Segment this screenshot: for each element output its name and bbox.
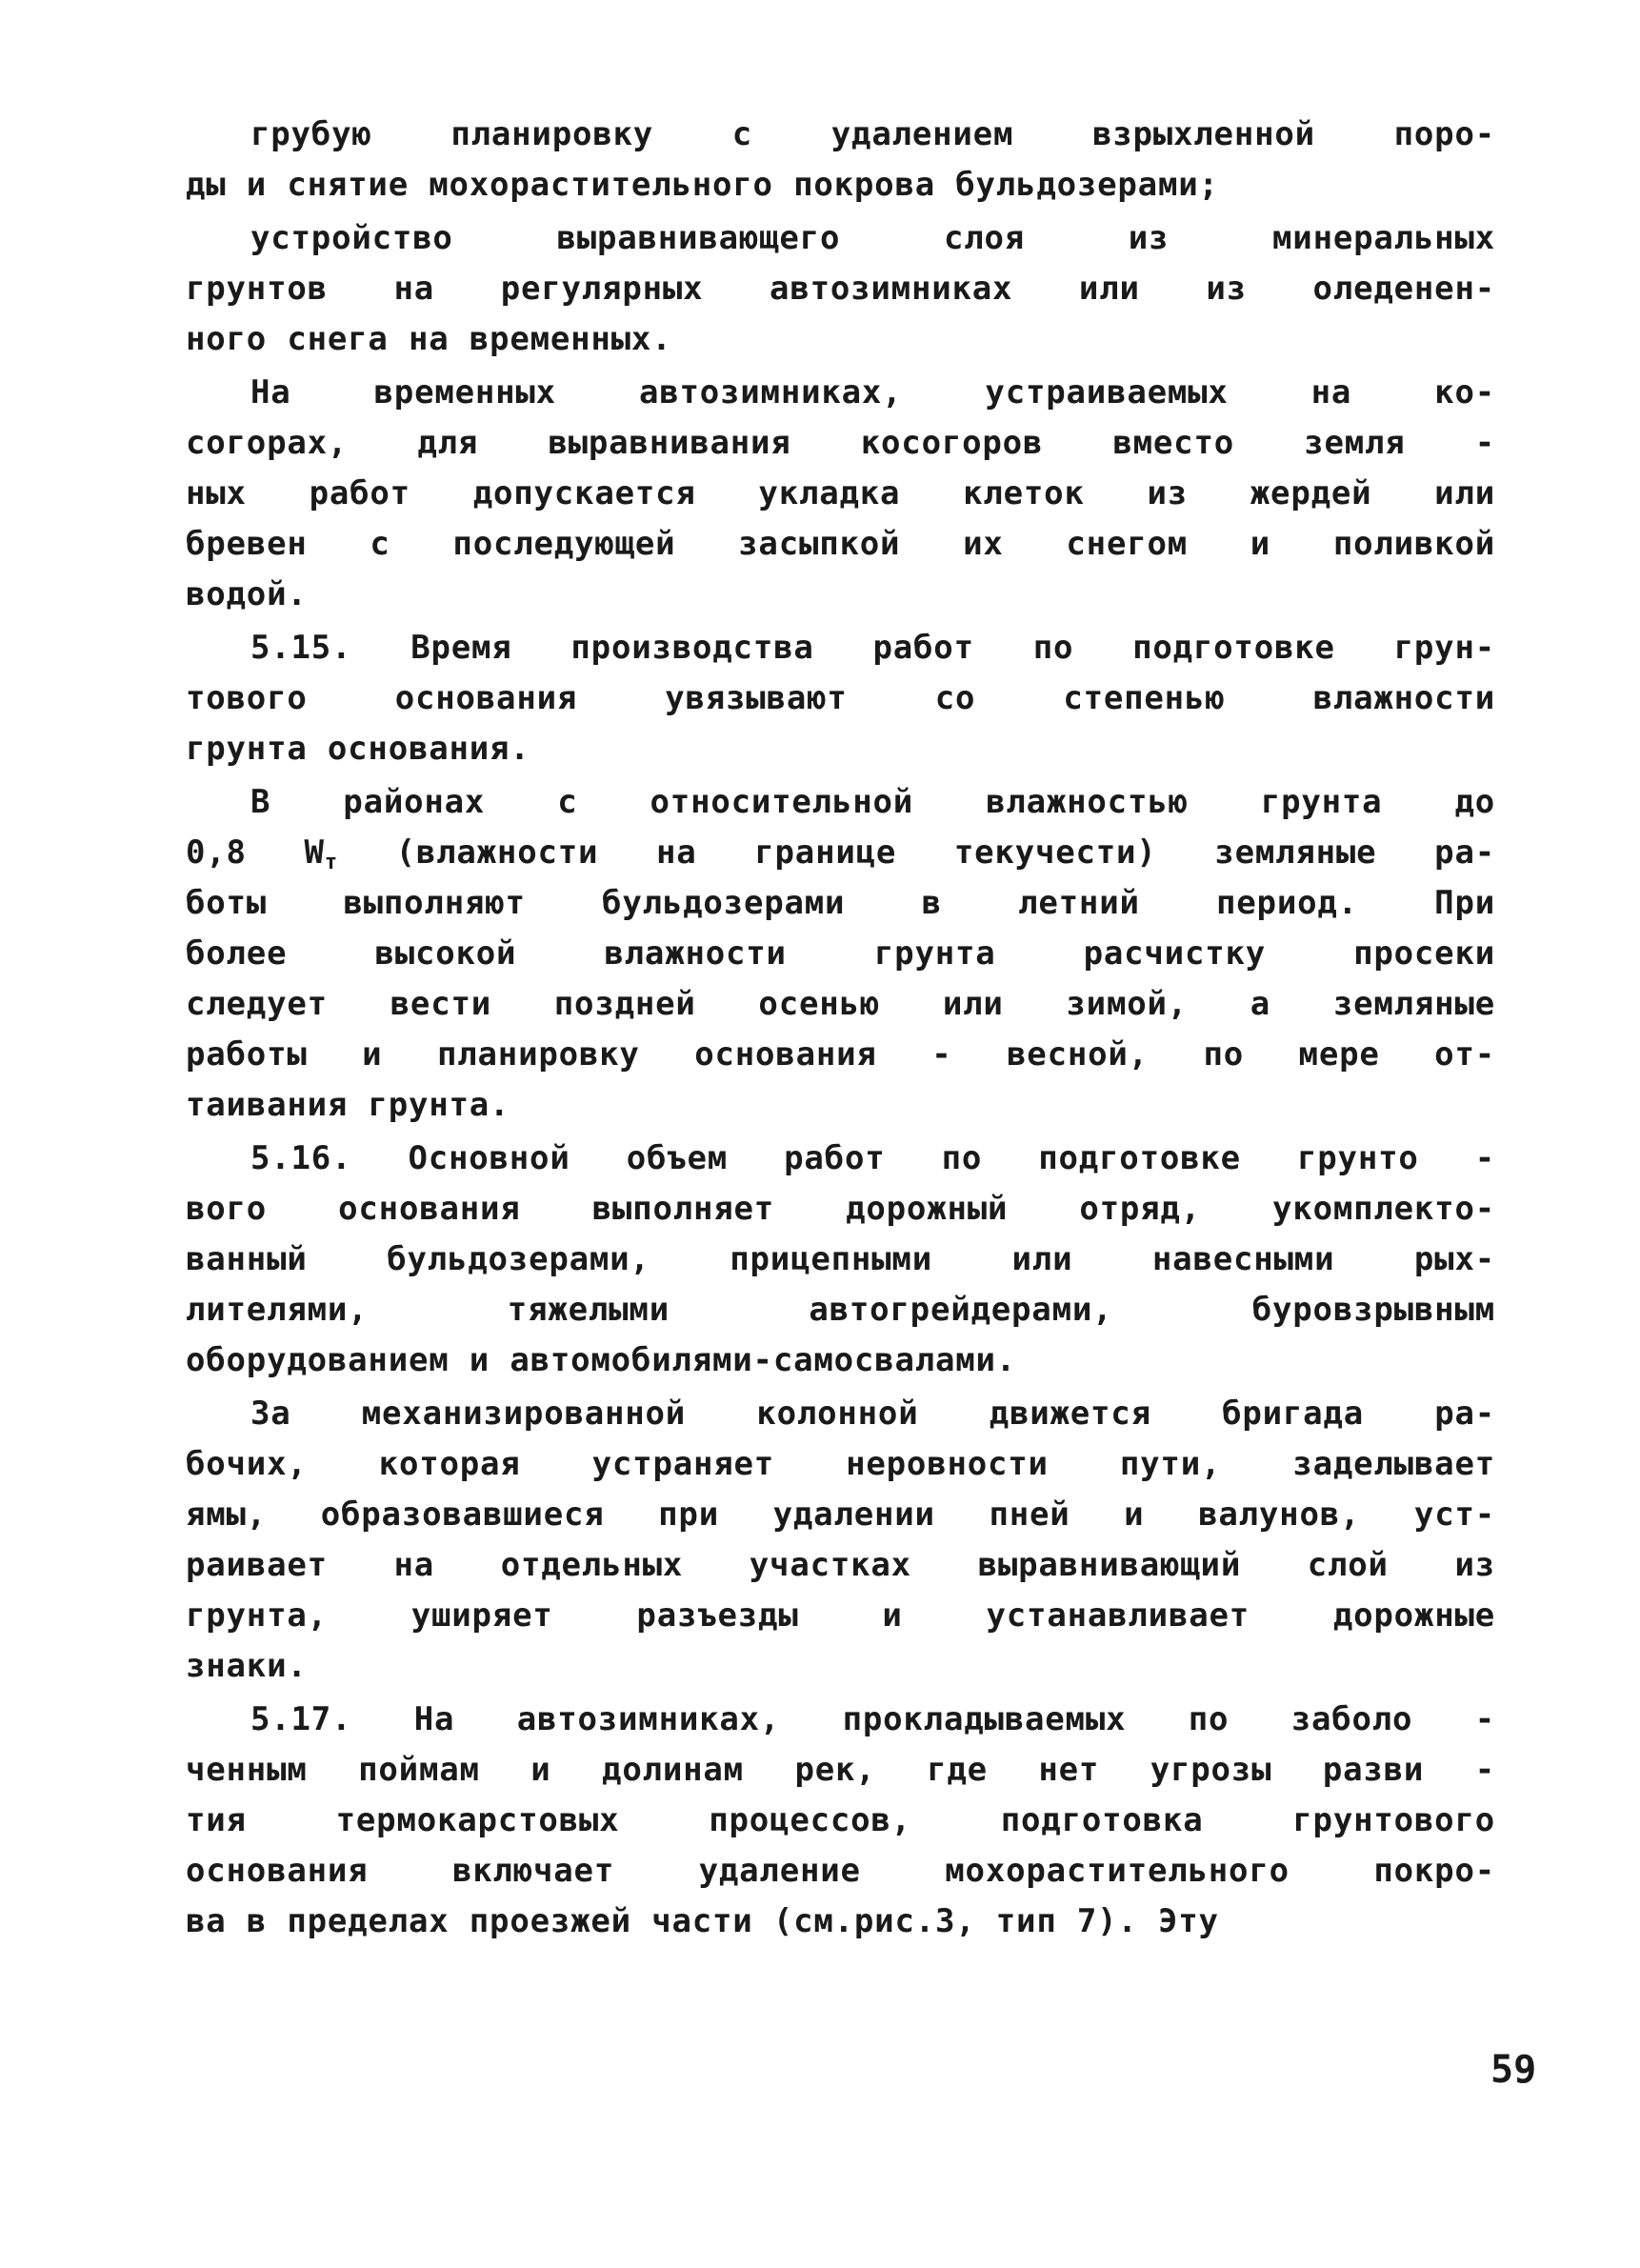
text-line: ных работ допускается укладка клеток из жердей или [186,474,1495,512]
paragraph [186,777,1495,1131]
text-line: раивает на отдельных участках выравнивающий слой из [186,1546,1495,1584]
text-line: более высокой влажности грунта расчистку просеки [186,934,1495,973]
text-line: водой. [186,575,308,613]
body-text [186,110,1495,1950]
paragraph [186,623,1495,774]
text-line: В районах с относительной влажностью грунта до [250,783,1495,821]
text-line: боты выполняют бульдозерами в летний период. При [186,884,1495,922]
paragraph [186,368,1495,620]
text-line: тия термокарстовых процессов, подготовка грунтового [186,1801,1495,1839]
text-line: таивания грунта. [186,1086,510,1124]
paragraph [186,213,1495,365]
text-line: 5.17. На автозимниках, прокладываемых по заболо - [250,1700,1495,1738]
paragraph [186,1389,1495,1692]
paragraph [186,1134,1495,1386]
text-line: бревен с последующей засыпкой их снегом и поливкой [186,525,1495,563]
text-line: бочих, которая устраняет неровности пути, заделывает [186,1445,1495,1483]
text-line: устройство выравнивающего слоя из минеральных [250,219,1495,257]
text-line: лителями, тяжелыми автогрейдерами, буровзрывным [186,1291,1495,1329]
text-line: ченным поймам и долинам рек, где нет угрозы разви - [186,1751,1495,1789]
formula-w-t: 0,8 $W_т$ [186,833,338,874]
text-line: согорах, для выравнивания косогоров вместо земля - [186,424,1495,462]
text-line: 5.16. Основной объем работ по подготовке грунто - [250,1139,1495,1177]
text-line: ямы, образовавшиеся при удалении пней и валунов, уст- [186,1495,1495,1534]
text-line: грунта основания. [186,730,530,768]
text-line: ного снега на временных. [186,320,672,358]
paragraph [186,110,1495,211]
text-line: следует вести поздней осенью или зимой, а земляные [186,985,1495,1023]
text-line: 5.15. Время производства работ по подготовке грун- [250,629,1495,667]
paragraph [186,1695,1495,1947]
text-line: работы и планировку основания - весной, по мере от- [186,1035,1495,1074]
text-line: основания включает удаление мохорастительного покро- [186,1852,1495,1890]
text-line: На временных автозимниках, устраиваемых на ко- [250,373,1495,411]
text-line: грунта, уширяет разъезды и устанавливает дорожные [186,1596,1495,1635]
text-line: За механизированной колонной движется бригада ра- [250,1395,1495,1433]
text-line: ва в пределах проезжей части (см.рис.3, тип 7). Эту [186,1902,1219,1940]
text-line: ды и снятие мохорастительного покрова бульдозерами; [186,166,1219,204]
text-line: ванный бульдозерами, прицепными или навесными рых- [186,1240,1495,1278]
text-line: 0,8 $W_т$ (влажности на границе текучести) земляные ра- [186,833,1495,874]
page-number: 59 [1490,2048,1537,2092]
text-line: вого основания выполняет дорожный отряд, укомплекто- [186,1190,1495,1228]
text-line: грунтов на регулярных автозимниках или из оледенен- [186,270,1495,308]
text-line: оборудованием и автомобилями-самосвалами. [186,1341,1017,1379]
text-line: тового основания увязывают со степенью влажности [186,679,1495,717]
text-line: грубую планировку с удалением взрыхленной поро- [250,115,1495,153]
text-line: знаки. [186,1647,308,1685]
